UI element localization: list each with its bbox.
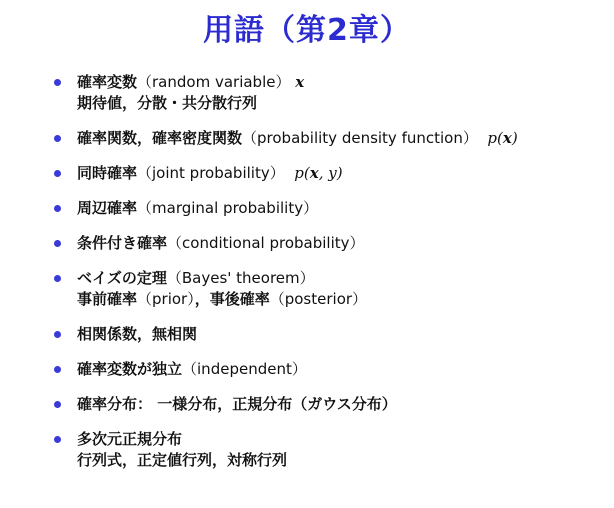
list-item — [50, 198, 610, 219]
item-line — [77, 233, 610, 254]
list-item — [50, 72, 610, 114]
list-item — [50, 163, 610, 184]
term-jp: 周辺確率 — [77, 199, 138, 217]
bullet-dot-icon — [54, 135, 61, 142]
term-jp: 確率分布： 一様分布，正規分布（ガウス分布） — [77, 395, 397, 413]
list-item — [50, 324, 610, 345]
term-jp: 多次元正規分布 — [77, 430, 183, 448]
term-jp: 確率変数が独立 — [77, 360, 183, 378]
bullet-dot-icon — [54, 79, 61, 86]
term-en: （marginal probability） — [137, 199, 319, 217]
term-list — [50, 72, 610, 485]
term-en: （Bayes' theorem） — [166, 269, 315, 287]
term-en: （probability density function） — [242, 129, 478, 147]
item-line — [77, 359, 610, 380]
list-item — [50, 268, 610, 310]
term-en: （joint probability） — [137, 164, 285, 182]
subterm-jp: ，事後確率 — [194, 290, 270, 308]
math-symbol: x — [295, 73, 305, 91]
item-subline — [77, 289, 610, 310]
bullet-dot-icon — [54, 170, 61, 177]
subterm-jp: 事前確率 — [77, 290, 138, 308]
bullet-dot-icon — [54, 401, 61, 408]
item-subline: 期待値，分散・共分散行列 — [77, 94, 258, 112]
list-item — [50, 394, 610, 415]
term-jp: ベイズの定理 — [77, 269, 167, 287]
term-en: （random variable） — [137, 73, 291, 91]
term-en: （independent） — [182, 360, 307, 378]
list-item — [50, 128, 610, 149]
term-jp: 相関係数，無相関 — [77, 325, 198, 343]
term-jp: 同時確率 — [77, 164, 138, 182]
item-line — [77, 72, 610, 93]
slide-title: 用語（第2章） — [203, 13, 411, 48]
item-line — [77, 128, 610, 149]
list-item — [50, 233, 610, 254]
list-item — [50, 429, 610, 471]
bullet-dot-icon — [54, 331, 61, 338]
subterm-en: （prior） — [137, 290, 195, 308]
bullet-dot-icon — [54, 275, 61, 282]
term-jp: 確率関数，確率密度関数 — [77, 129, 243, 147]
term-jp: 確率変数 — [77, 73, 138, 91]
item-line — [77, 198, 610, 219]
math-expression: p(x) — [487, 129, 518, 147]
bullet-dot-icon — [54, 205, 61, 212]
term-jp: 条件付き確率 — [77, 234, 168, 252]
math-expression: p(x, y) — [294, 164, 343, 182]
item-line — [77, 268, 610, 289]
bullet-dot-icon — [54, 240, 61, 247]
list-item — [50, 359, 610, 380]
item-subline: 行列式，正定値行列，対称行列 — [77, 451, 288, 469]
term-en: （conditional probability） — [167, 234, 365, 252]
bullet-dot-icon — [54, 436, 61, 443]
subterm-en: （posterior） — [269, 290, 368, 308]
bullet-dot-icon — [54, 366, 61, 373]
item-line — [77, 163, 610, 184]
